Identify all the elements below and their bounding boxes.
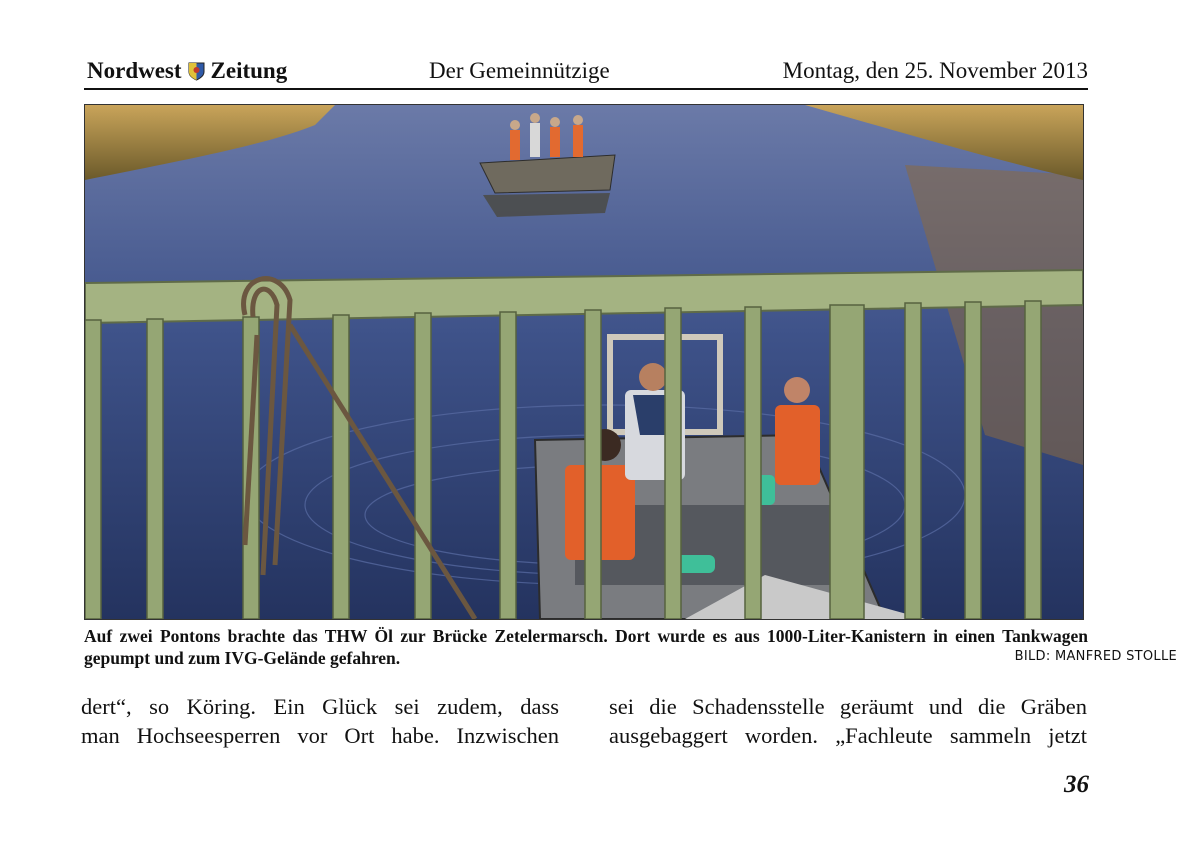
page-header [84, 58, 1088, 90]
news-photo [84, 104, 1084, 620]
body-line: man Hochseesperren vor Ort habe. Inzwischen [81, 723, 559, 748]
masthead-word-left: Nordwest [87, 58, 182, 83]
photo-credit: BILD: MANFRED STOLLE [1014, 649, 1177, 664]
page-number: 36 [1064, 771, 1089, 798]
article-column-right [609, 692, 1087, 750]
section-title: Der Gemeinnützige [429, 58, 610, 83]
body-line: dert“, so Köring. Ein Glück sei zudem, dass [81, 694, 559, 719]
newspaper-masthead [87, 58, 287, 84]
body-line: ausgebaggert worden. „Fachleute sammeln jetzt [609, 723, 1087, 748]
photo-caption: Auf zwei Pontons brachte das THW Öl zur Brücke Zetelermarsch. Dort wurde es aus 1000-Liter-Kanistern in einen Tankwagen gepumpt und zum IVG-Gelände gefahren. [84, 626, 1088, 668]
masthead-word-right: Zeitung [210, 58, 288, 83]
issue-date: Montag, den 25. November 2013 [782, 58, 1088, 83]
coat-of-arms-icon [188, 62, 205, 81]
photo-illustration [85, 105, 1083, 619]
article-column-left [81, 692, 559, 750]
body-line: sei die Schadensstelle geräumt und die Gräben [609, 694, 1087, 719]
